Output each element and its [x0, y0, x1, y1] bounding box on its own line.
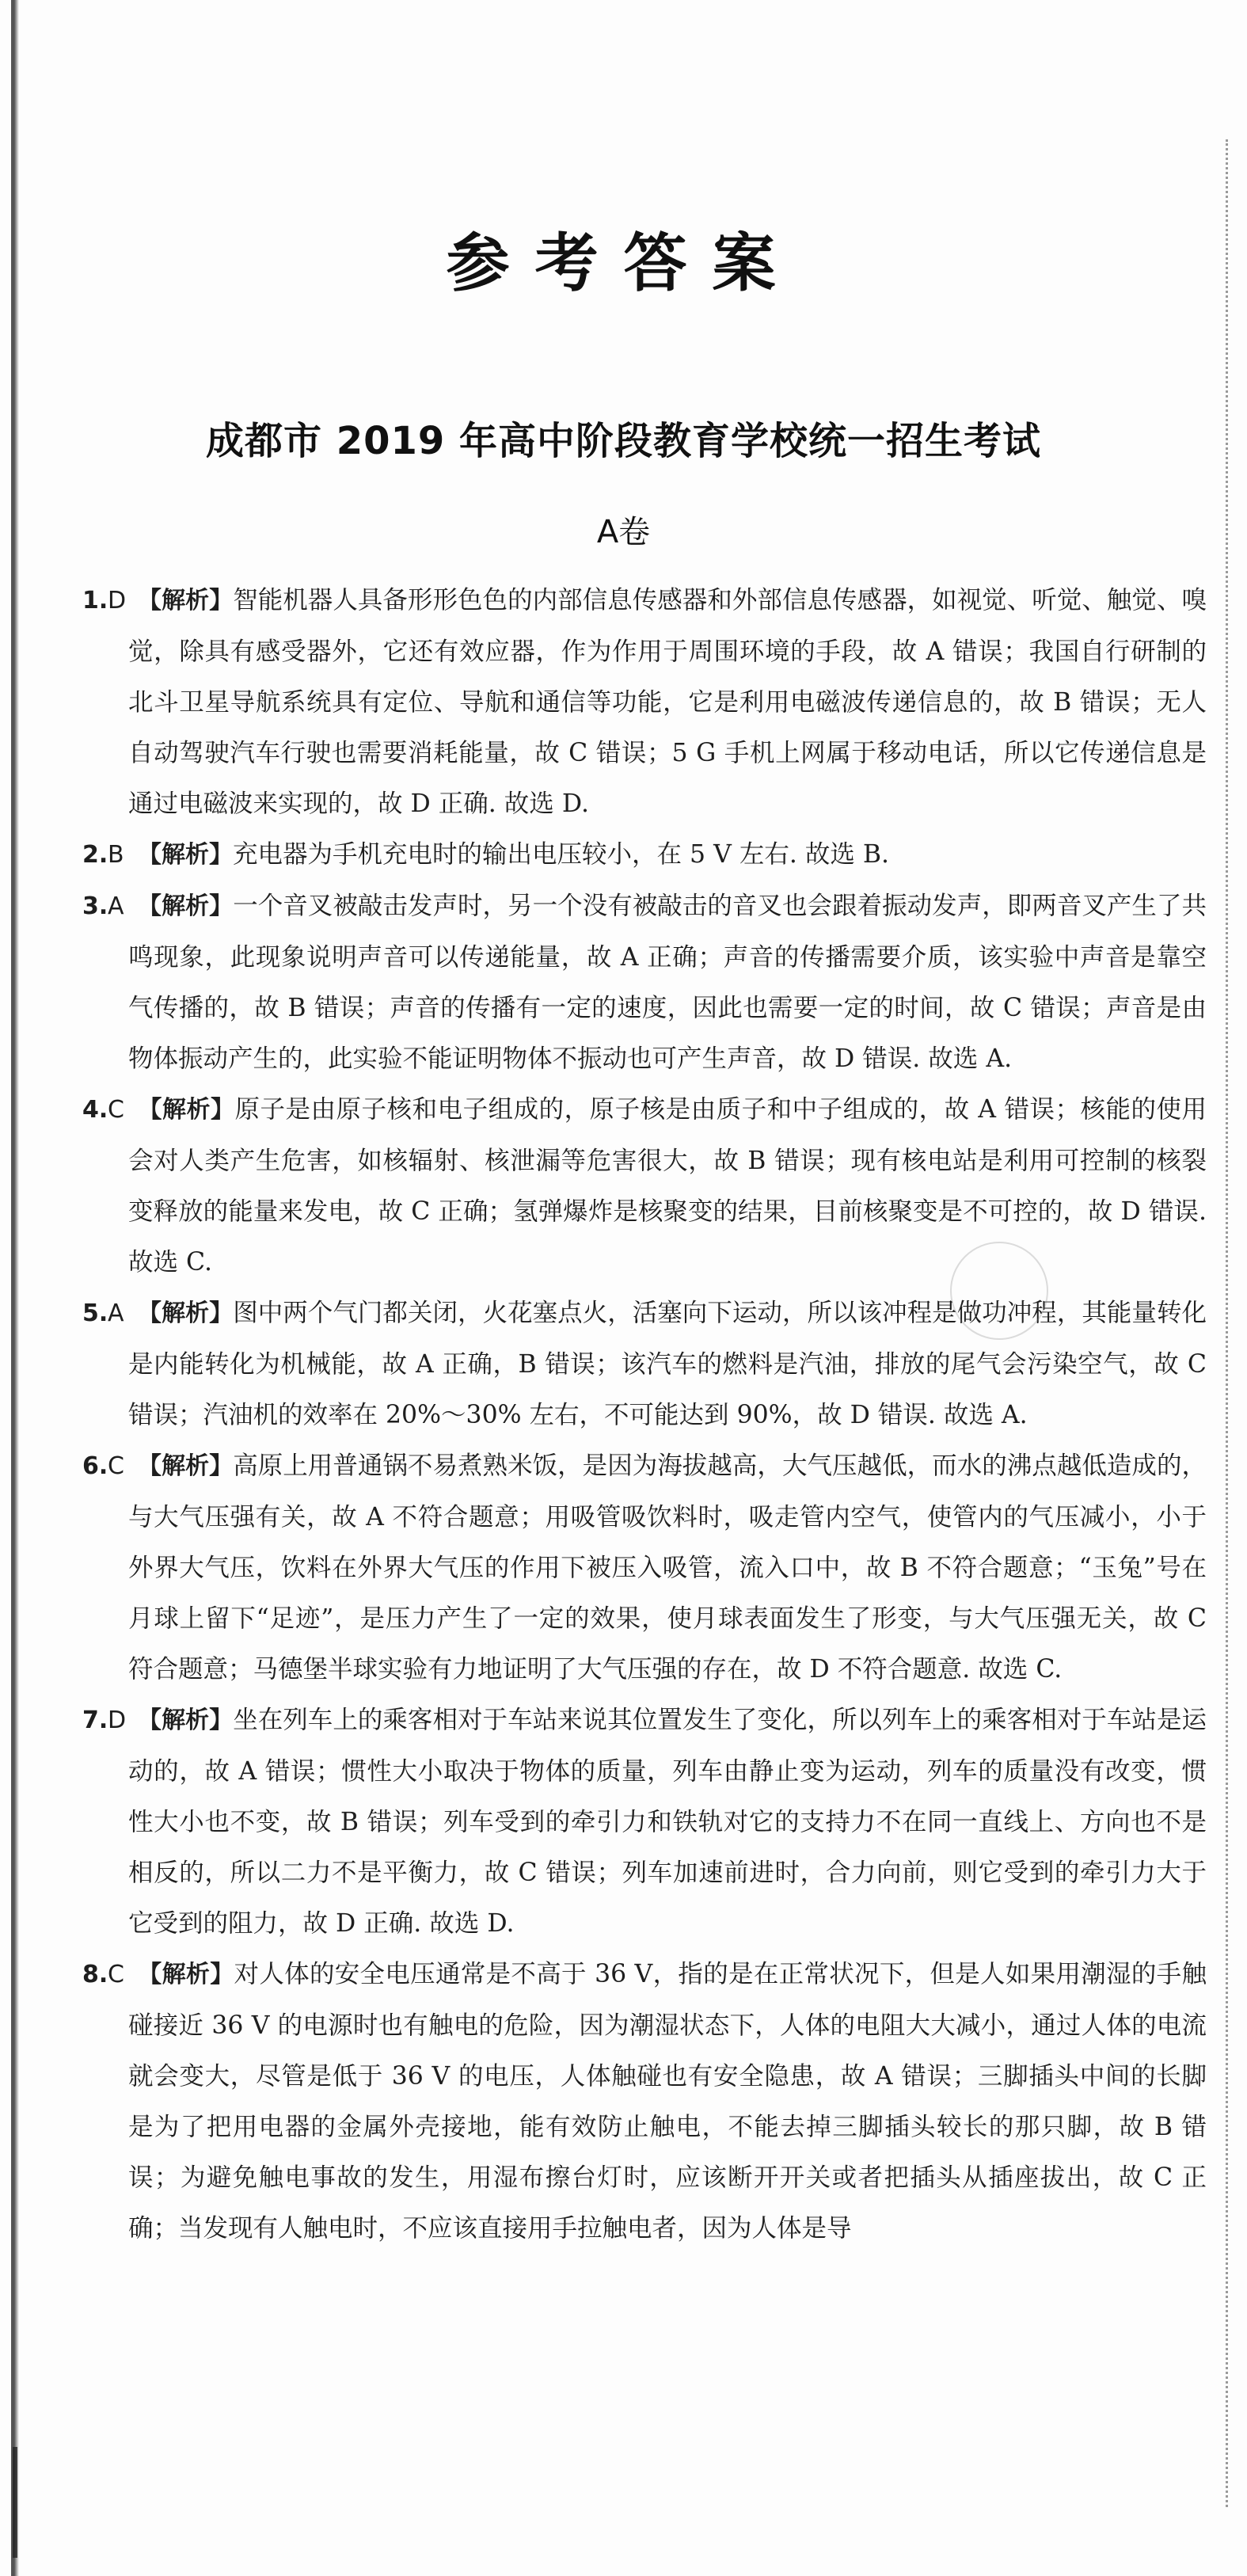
item-text: 智能机器人具备形形色色的内部信息传感器和外部信息传感器，如视觉、听觉、触觉、嗅觉，除具有感受器外，它还有效应器，作为作用于周围环境的手段，故 A 错误；我国自行研制的北斗卫星导航系统具有定位、导航和通信等功能，它是利用电磁波传递信息的，故 B 错误；无人自动驾驶汽车行驶也需要消耗能量，故 C 错误；5 G 手机上网属于移动电话，所以它传递信息是通过电磁波来实现的，故 D 正确. 故选 D. [128, 586, 1207, 818]
item-answer: D [108, 587, 127, 615]
item-answer: A [108, 1299, 124, 1327]
item-number: 8. [82, 1961, 108, 1988]
item-answer: A [108, 892, 124, 920]
scan-edge-mark [13, 2447, 17, 2558]
page-title: 参考答案 [446, 226, 801, 300]
item-number: 7. [82, 1707, 108, 1734]
analysis-tag: 【解析】 [138, 1096, 235, 1124]
analysis-tag: 【解析】 [138, 892, 234, 920]
item-number: 2. [82, 841, 108, 869]
binding-edge [11, 0, 19, 2576]
cut-line [1226, 139, 1228, 2507]
item-number: 5. [82, 1299, 108, 1327]
answer-list [82, 575, 1207, 2254]
analysis-tag: 【解析】 [138, 1961, 234, 1988]
exam-title: 成都市 2019 年高中阶段教育学校统一招生考试 [205, 419, 1042, 463]
analysis-tag: 【解析】 [138, 1707, 234, 1734]
item-answer: D [108, 1707, 127, 1734]
answer-item-7 [82, 1695, 1207, 1949]
item-text: 原子是由原子核和电子组成的，原子核是由质子和中子组成的，故 A 错误；核能的使用会对人类产生危害，如核辐射、核泄漏等危害很大，故 B 错误；现有核电站是利用可控制的核裂变释放的能量来发电，故 C 正确；氢弹爆炸是核聚变的结果，目前核聚变是不可控的，故 D 错误. 故选 C. [128, 1095, 1207, 1277]
item-text: 坐在列车上的乘客相对于车站来说其位置发生了变化，所以列车上的乘客相对于车站是运动的，故 A 错误；惯性大小取决于物体的质量，列车由静止变为运动，列车的质量没有改变，惯性大小也不变，故 B 错误；列车受到的牵引力和铁轨对它的支持力不在同一直线上、方向也不是相反的，所以二力不是平衡力，故 C 错误；列车加速前进时，合力向前，则它受到的牵引力大于它受到的阻力，故 D 正确. 故选 D. [128, 1706, 1207, 1938]
item-number: 6. [82, 1452, 108, 1480]
item-number: 1. [82, 587, 108, 615]
analysis-tag: 【解析】 [138, 841, 233, 869]
item-answer: C [108, 1961, 124, 1988]
item-text: 高原上用普通锅不易煮熟米饭，是因为海拔越高，大气压越低，而水的沸点越低造成的，与大气压强有关，故 A 不符合题意；用吸管吸饮料时，吸走管内空气，使管内的气压减小，小于外界大气压，饮料在外界大气压的作用下被压入吸管，流入口中，故 B 不符合题意；“玉兔”号在月球上留下“足迹”，是压力产生了一定的效果，使月球表面发生了形变，与大气压强无关，故 C 符合题意；马德堡半球实验有力地证明了大气压强的存在，故 D 不符合题意. 故选 C. [128, 1452, 1207, 1684]
answer-item-3 [82, 881, 1207, 1084]
answer-item-4 [82, 1084, 1207, 1288]
answer-item-1 [82, 575, 1207, 829]
answer-item-2 [82, 829, 1207, 881]
analysis-tag: 【解析】 [138, 1299, 234, 1327]
analysis-tag: 【解析】 [138, 1452, 234, 1480]
answer-item-6 [82, 1440, 1207, 1695]
item-text: 对人体的安全电压通常是不高于 36 V，指的是在正常状况下，但是人如果用潮湿的手触碰接近 36 V 的电源时也有触电的危险，因为潮湿状态下，人体的电阻大大减小，通过人体的电流就会变大，尽管是低于 36 V 的电压，人体触碰也有安全隐患，故 A 错误；三脚插头中间的长脚是为了把用电器的金属外壳接地，能有效防止触电，不能去掉三脚插头较长的那只脚，故 B 错误；为避免触电事故的发生，用湿布擦台灯时，应该断开开关或者把插头从插座拔出，故 C 正确；当发现有人触电时，不应该直接用手拉触电者，因为人体是导 [128, 1960, 1207, 2243]
item-answer: B [108, 841, 124, 869]
item-number: 4. [82, 1096, 108, 1124]
item-text: 充电器为手机充电时的输出电压较小，在 5 V 左右. 故选 B. [233, 840, 890, 869]
answer-item-8 [82, 1949, 1207, 2254]
item-number: 3. [82, 892, 108, 920]
section-title: A卷 [596, 514, 651, 550]
item-answer: C [108, 1096, 124, 1124]
item-answer: C [108, 1452, 124, 1480]
item-text: 图中两个气门都关闭，火花塞点火，活塞向下运动，所以该冲程是做功冲程，其能量转化是内能转化为机械能，故 A 正确，B 错误；该汽车的燃料是汽油，排放的尾气会污染空气，故 C 错误；汽油机的效率在 20%～30% 左右，不可能达到 90%，故 D 错误. 故选 A. [128, 1299, 1207, 1429]
item-text: 一个音叉被敲击发声时，另一个没有被敲击的音叉也会跟着振动发声，即两音叉产生了共鸣现象，此现象说明声音可以传递能量，故 A 正确；声音的传播需要介质，该实验中声音是靠空气传播的，故 B 错误；声音的传播有一定的速度，因此也需要一定的时间，故 C 错误；声音是由物体振动产生的，此实验不能证明物体不振动也可产生声音，故 D 错误. 故选 A. [128, 892, 1207, 1073]
analysis-tag: 【解析】 [138, 587, 234, 615]
watermark-stamp [950, 1242, 1048, 1340]
